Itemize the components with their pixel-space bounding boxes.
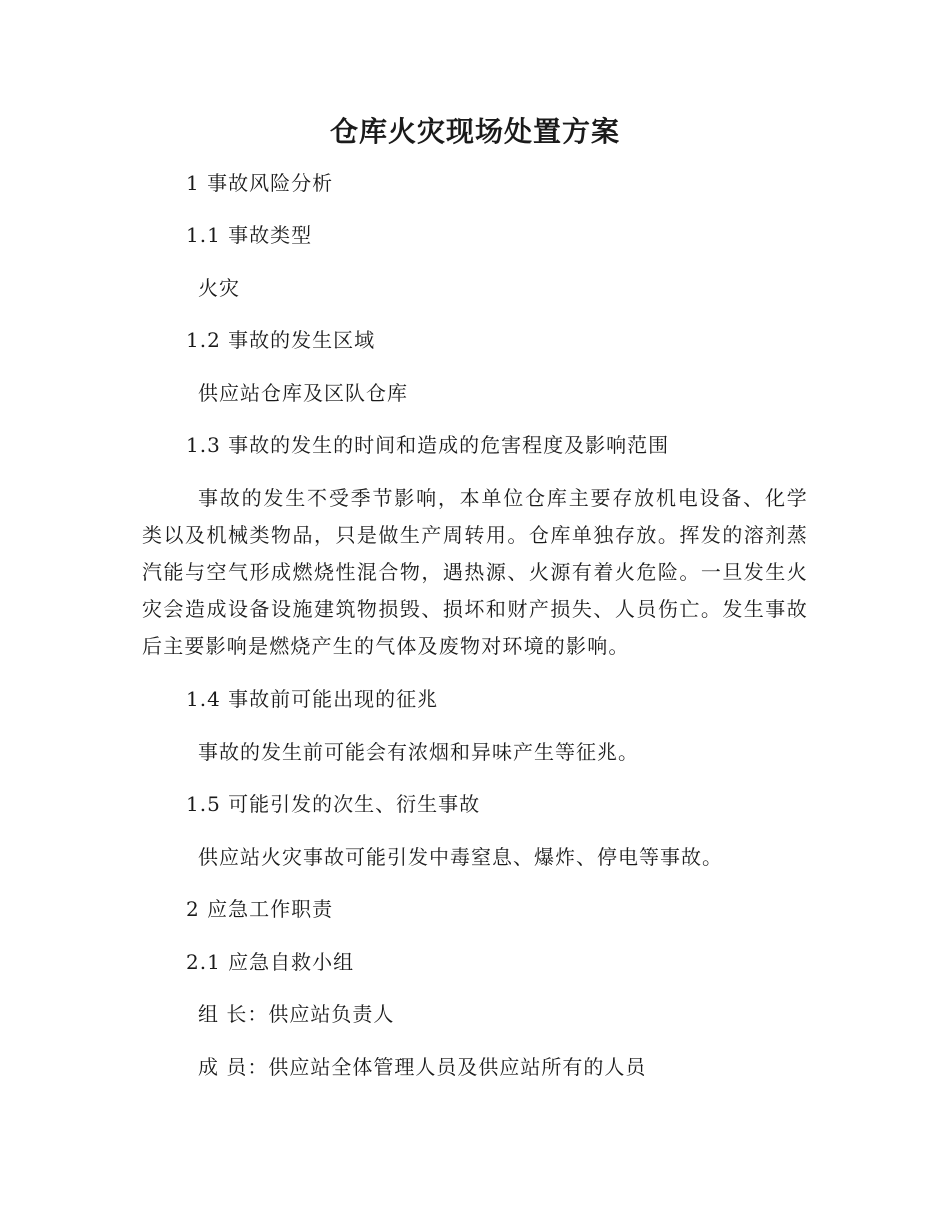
subsection-heading-1-2: 1.2 事故的发生区域 xyxy=(186,328,376,352)
team-leader-text: 组 长：供应站负责人 xyxy=(198,1002,395,1026)
subsection-heading-1-1: 1.1 事故类型 xyxy=(186,223,313,247)
subsection-heading-1-5: 1.5 可能引发的次生、衍生事故 xyxy=(186,792,481,816)
section-heading-2: 2 应急工作职责 xyxy=(186,897,334,921)
accident-area-text: 供应站仓库及区队仓库 xyxy=(198,381,408,405)
subsection-heading-1-3: 1.3 事故的发生的时间和造成的危害程度及影响范围 xyxy=(186,433,670,457)
section-heading-1: 1 事故风险分析 xyxy=(186,171,334,195)
warning-signs-text: 事故的发生前可能会有浓烟和异味产生等征兆。 xyxy=(198,740,639,764)
subsection-heading-2-1: 2.1 应急自救小组 xyxy=(186,950,355,974)
secondary-accidents-text: 供应站火灾事故可能引发中毒窒息、爆炸、停电等事故。 xyxy=(198,845,723,869)
team-members-text: 成 员：供应站全体管理人员及供应站所有的人员 xyxy=(198,1055,647,1079)
subsection-heading-1-4: 1.4 事故前可能出现的征兆 xyxy=(186,687,439,711)
accident-type-text: 火灾 xyxy=(198,276,240,300)
hazard-description-paragraph: 事故的发生不受季节影响，本单位仓库主要存放机电设备、化学类以及机械类物品，只是做生产周转用。仓库单独存放。挥发的溶剂蒸汽能与空气形成燃烧性混合物，遇热源、火源有着火危险。一旦发生火灾会造成设备设施建筑物损毁、损坏和财产损失、人员伤亡。发生事故后主要影响是燃烧产生的气体及废物对环境的影响。 xyxy=(142,486,808,658)
document-title: 仓库火灾现场处置方案 xyxy=(329,115,620,148)
